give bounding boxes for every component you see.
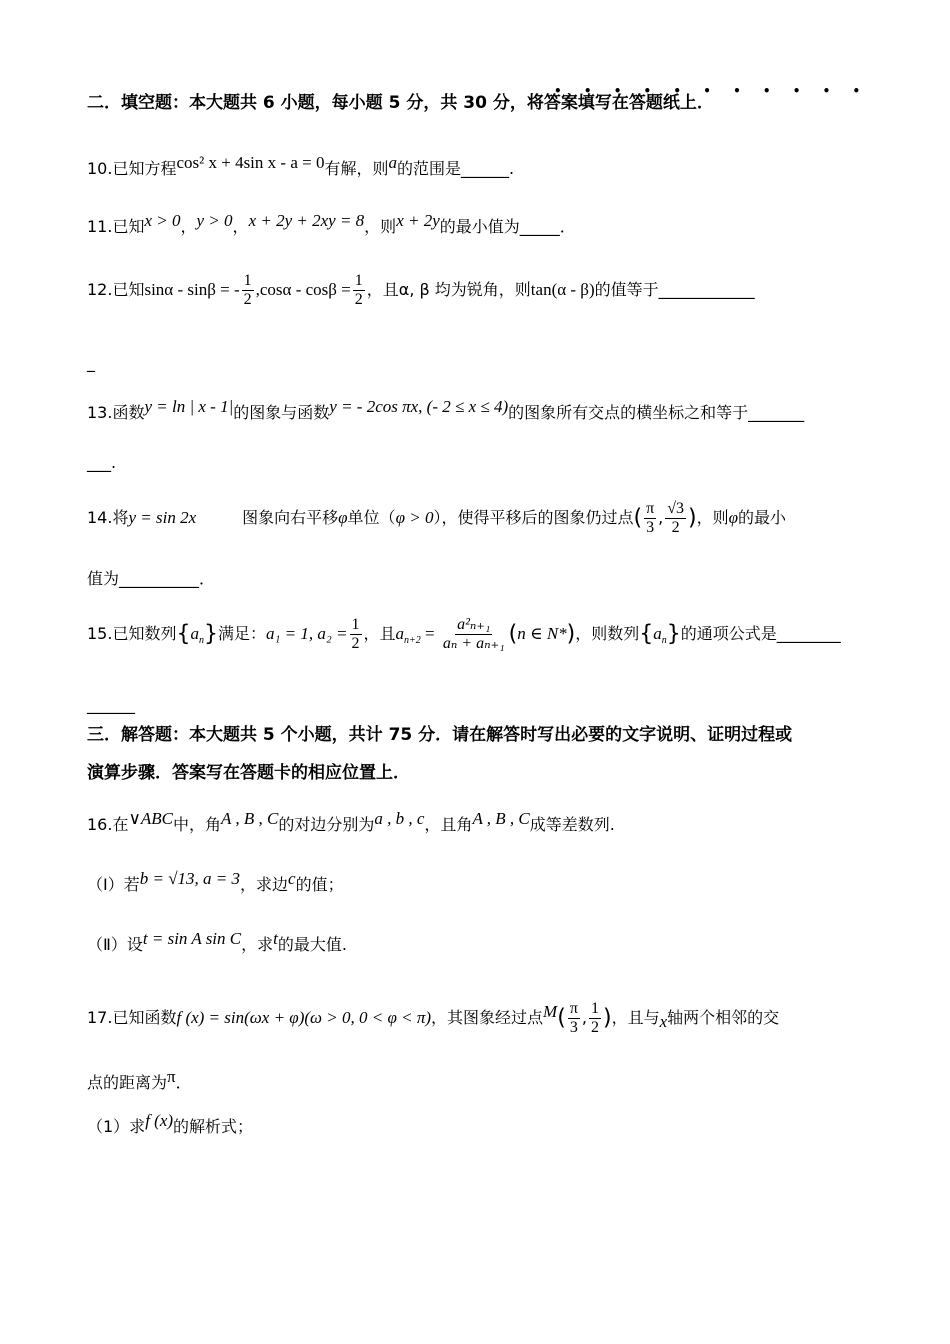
question-17: 17.已知函数f (x) = sin(ωx + φ)(ω > 0, 0 < φ < π)，其图象经过点M( $\frac{\pi}{3}$ , $\frac{1}{2}$ )，且与x轴两个相邻的交: [87, 1000, 780, 1036]
question-11: 11.已知x > 0，y > 0，x + 2y + 2xy = 8，则x + 2y的最小值为_____．: [87, 211, 576, 236]
section3-heading-line2: 演算步骤．答案写在答题卡的相应位置上．: [87, 763, 410, 783]
question-16-part2: （Ⅱ）设t = sin A sin C，求t的最大值.: [87, 929, 347, 954]
question-12-cont: _: [87, 353, 95, 372]
question-16: 16.在∨ABC中，角A , B , C的对边分别为a , b , c，且角A , B , C成等差数列.: [87, 809, 615, 834]
question-16-part1: （I）若b = √13, a = 3，求边c的值；: [87, 869, 344, 894]
section2-heading: 二．填空题：本大题共 6 小题，每小题 5 分，共 30 分，将答案填写在答题纸上．: [87, 93, 714, 113]
question-13-cont: ___.: [87, 453, 117, 472]
question-15: 15.已知数列$\{a_n\}$满足：a₁ = 1, a₂ = $\frac{1}{2}$ ，且$a_{n+2}$ = $\frac{\text{a²ₙ₊₁}}{\text{aₙ + aₙ₊₁}}$ (n ∈ N*)，则数列$\{a_n\}$的通项公式是________: [87, 616, 841, 652]
section3-heading-line1: 三．解答题：本大题共 5 个小题，共计 75 分．请在解答时写出必要的文字说明、证明过程或: [87, 725, 793, 745]
question-14-cont: 值为__________．: [87, 569, 216, 588]
question-10: 10.已知方程cos² x + 4sin x - a = 0有解，则a的范围是______.: [87, 153, 515, 178]
question-17-part1: （1）求f (x)的解析式；: [87, 1111, 254, 1136]
question-12: 12.已知sinα - sinβ = - $\frac{1}{2}$ ,cosα - cosβ = $\frac{1}{2}$ ，且α, β 均为锐角，则tan(α - β)的值等于____________: [87, 272, 755, 308]
question-13: 13.函数y = ln | x - 1|的图象与函数y = - 2cos πx, (- 2 ≤ x ≤ 4)的图象所有交点的横坐标之和等于_______: [87, 397, 805, 422]
question-15-cont: ______: [87, 695, 135, 714]
emphasis-dots: • • • • • • • • • • •: [554, 84, 870, 98]
question-17-cont: 点的距离为π．: [87, 1067, 192, 1092]
question-14: 14.将y = sin 2x 图象向右平移φ单位（φ > 0），使得平移后的图象仍过点( $\frac{\pi}{3}$ , $\frac{√3}{2}$ )，则φ的最小: [87, 500, 787, 536]
